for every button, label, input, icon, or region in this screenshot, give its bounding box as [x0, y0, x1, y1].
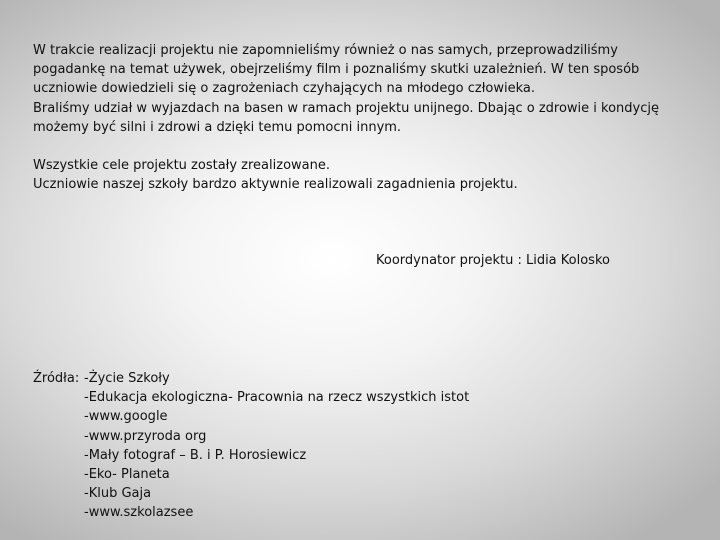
text-line: uczniowie dowiedzieli się o zagrożeniach czyhających na młodego człowieka.	[33, 81, 535, 97]
paragraph-activities	[33, 41, 659, 137]
source-item: -Klub Gaja	[84, 486, 152, 502]
source-item: -Życie Szkoły	[84, 371, 170, 386]
source-item: -Eko- Planeta	[84, 467, 170, 483]
text-line: pogadankę na temat używek, obejrzeliśmy film i poznaliśmy skutki uzależnień. W ten sposób	[33, 62, 640, 78]
sources-list	[84, 369, 469, 523]
source-item: -www.google	[84, 409, 168, 425]
source-item: -Edukacja ekologiczna- Pracownia na rzecz wszystkich istot	[84, 390, 470, 406]
text-line: Braliśmy udział w wyjazdach na basen w ramach projektu unijnego. Dbając o zdrowie i kondycję	[33, 100, 659, 116]
coordinator-signature: Koordynator projektu : Lidia Kolosko	[376, 253, 610, 268]
text-line: możemy być silni i zdrowi a dzięki temu pomocni innym.	[33, 119, 402, 135]
sources-label: Źródła:	[33, 371, 80, 386]
source-item: -Mały fotograf – B. i P. Horosiewicz	[84, 447, 307, 463]
source-item: -www.przyroda org	[84, 428, 207, 444]
text-line: Wszystkie cele projektu zostały zrealizowane.	[33, 158, 330, 173]
source-item: -www.szkolazsee	[84, 505, 194, 521]
text-line: Uczniowie naszej szkoły bardzo aktywnie realizowali zagadnienia projektu.	[33, 177, 518, 193]
text-line: W trakcie realizacji projektu nie zapomnieliśmy również o nas samych, przeprowadziliśmy	[33, 43, 618, 58]
paragraph-summary	[33, 156, 518, 194]
